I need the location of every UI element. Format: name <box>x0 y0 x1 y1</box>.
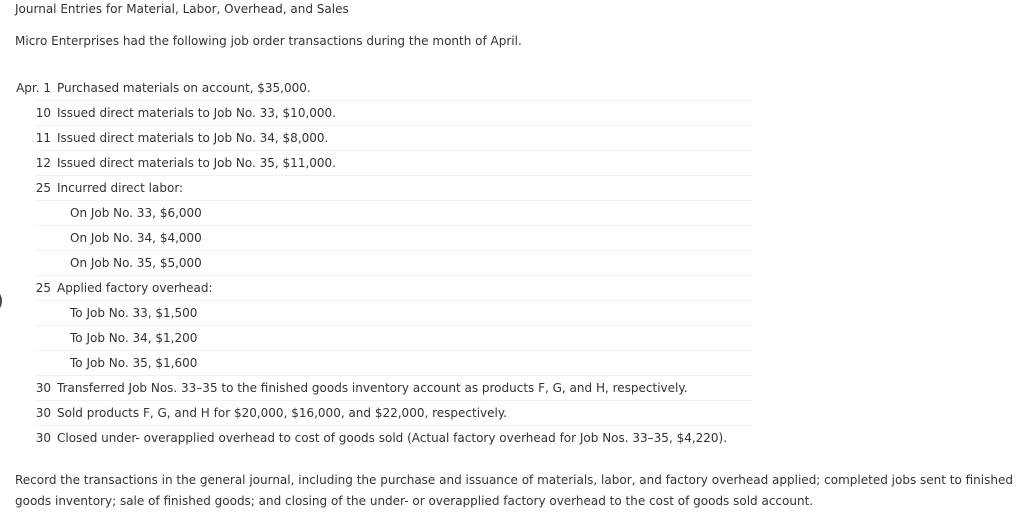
transaction-date: 30 <box>35 406 51 420</box>
transaction-desc: To Job No. 33, $1,500 <box>70 306 198 320</box>
transaction-desc: Issued direct materials to Job No. 34, $8,000. <box>57 131 329 145</box>
transaction-desc: To Job No. 34, $1,200 <box>70 331 198 345</box>
transaction-date: 25 <box>35 281 51 295</box>
transaction-desc: Issued direct materials to Job No. 33, $10,000. <box>57 106 336 120</box>
page-title: Journal Entries for Material, Labor, Overhead, and Sales <box>15 2 349 16</box>
transaction-date: 12 <box>35 156 51 170</box>
transaction-row <box>12 276 752 301</box>
transactions-table <box>12 76 752 451</box>
transaction-subrow <box>12 326 752 351</box>
transaction-row <box>12 151 752 176</box>
transaction-desc: Purchased materials on account, $35,000. <box>57 81 311 95</box>
transaction-desc: Applied factory overhead: <box>57 281 213 295</box>
transaction-date: 30 <box>35 431 51 445</box>
transaction-row <box>12 426 752 451</box>
intro-text: Micro Enterprises had the following job order transactions during the month of April. <box>15 34 522 48</box>
transaction-row <box>12 376 752 401</box>
transaction-subrow <box>12 351 752 376</box>
transaction-subrow <box>12 301 752 326</box>
transaction-date: 30 <box>35 381 51 395</box>
transaction-desc: Sold products F, G, and H for $20,000, $16,000, and $22,000, respectively. <box>57 406 508 420</box>
transaction-subrow <box>12 251 752 276</box>
transaction-desc: Incurred direct labor: <box>57 181 184 195</box>
transaction-desc: On Job No. 33, $6,000 <box>70 206 202 220</box>
transaction-desc: On Job No. 34, $4,000 <box>70 231 202 245</box>
transaction-row <box>12 401 752 426</box>
transaction-desc: On Job No. 35, $5,000 <box>70 256 202 270</box>
transaction-desc: Transferred Job Nos. 33–35 to the finished goods inventory account as products F, G, and H, respectively. <box>57 381 688 395</box>
transaction-row <box>12 126 752 151</box>
transaction-date: 25 <box>35 181 51 195</box>
transaction-desc: To Job No. 35, $1,600 <box>70 356 198 370</box>
transaction-subrow <box>12 226 752 251</box>
transaction-desc: Closed under- overapplied overhead to cost of goods sold (Actual factory overhead for Job Nos. 33–35, $4,220). <box>57 431 728 445</box>
transaction-row <box>12 176 752 201</box>
transaction-date: 11 <box>35 131 51 145</box>
transaction-date: 10 <box>35 106 51 120</box>
transaction-row <box>12 101 752 126</box>
transaction-subrow <box>12 201 752 226</box>
instructions-text: Record the transactions in the general journal, including the purchase and issuance of materials, labor, and factory overhead applied; completed jobs sent to finished goods inventory; sale of finished goods; and closing of the under- or overapplied factory overhead to the cost of goods sold account. <box>15 473 1013 508</box>
transaction-date: Apr. 1 <box>16 81 51 95</box>
transaction-row <box>12 76 752 101</box>
side-toggle-circle[interactable] <box>0 288 2 314</box>
transaction-desc: Issued direct materials to Job No. 35, $11,000. <box>57 156 336 170</box>
